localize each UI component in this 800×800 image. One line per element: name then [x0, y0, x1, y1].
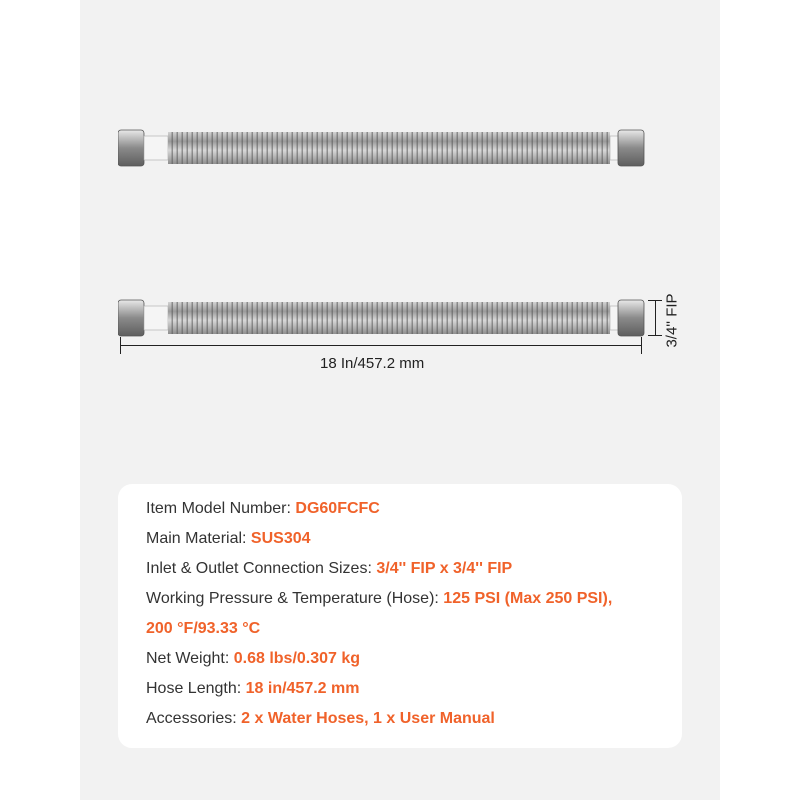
- spec-label: Accessories:: [146, 710, 242, 727]
- spec-value: 18 in/457.2 mm: [245, 680, 360, 697]
- spec-value: 0.68 lbs/0.307 kg: [233, 650, 361, 667]
- length-dimension-tick-left: [120, 337, 121, 354]
- spec-net-weight: [146, 650, 360, 668]
- fitting-dimension-line: [655, 300, 656, 336]
- spec-label: Net Weight:: [146, 650, 234, 667]
- spec-accessories: [146, 710, 495, 728]
- spec-label: Working Pressure & Temperature (Hose):: [146, 590, 444, 607]
- spec-main-material: [146, 530, 311, 548]
- spec-value: 3/4'' FIP x 3/4'' FIP: [376, 560, 513, 577]
- specifications-card: [118, 484, 682, 748]
- spec-working-temperature: [146, 620, 260, 638]
- length-dimension-label: 18 In/457.2 mm: [320, 355, 425, 372]
- spec-label: Main Material:: [146, 530, 251, 547]
- spec-working-pressure: [146, 590, 612, 608]
- hose-image-bottom: [118, 296, 648, 340]
- spec-label: Hose Length:: [146, 680, 246, 697]
- spec-value: DG60FCFC: [295, 500, 380, 517]
- fitting-dimension-tick-bottom: [648, 335, 662, 336]
- spec-connection-sizes: [146, 560, 512, 578]
- spec-item-model-number: [146, 500, 380, 518]
- fitting-dimension-tick-top: [648, 300, 662, 301]
- spec-value: 2 x Water Hoses, 1 x User Manual: [241, 710, 495, 727]
- length-dimension-tick-right: [641, 337, 642, 354]
- spec-value: 200 °F/93.33 °C: [146, 620, 261, 637]
- spec-label: Inlet & Outlet Connection Sizes:: [146, 560, 377, 577]
- spec-label: Item Model Number:: [146, 500, 296, 517]
- spec-value: SUS304: [250, 530, 311, 547]
- hose-image-top: [118, 126, 648, 170]
- spec-value: 125 PSI (Max 250 PSI),: [443, 590, 613, 607]
- spec-hose-length: [146, 680, 359, 698]
- length-dimension-line: [120, 345, 642, 346]
- fitting-size-label: 3/4'' FIP: [663, 293, 681, 348]
